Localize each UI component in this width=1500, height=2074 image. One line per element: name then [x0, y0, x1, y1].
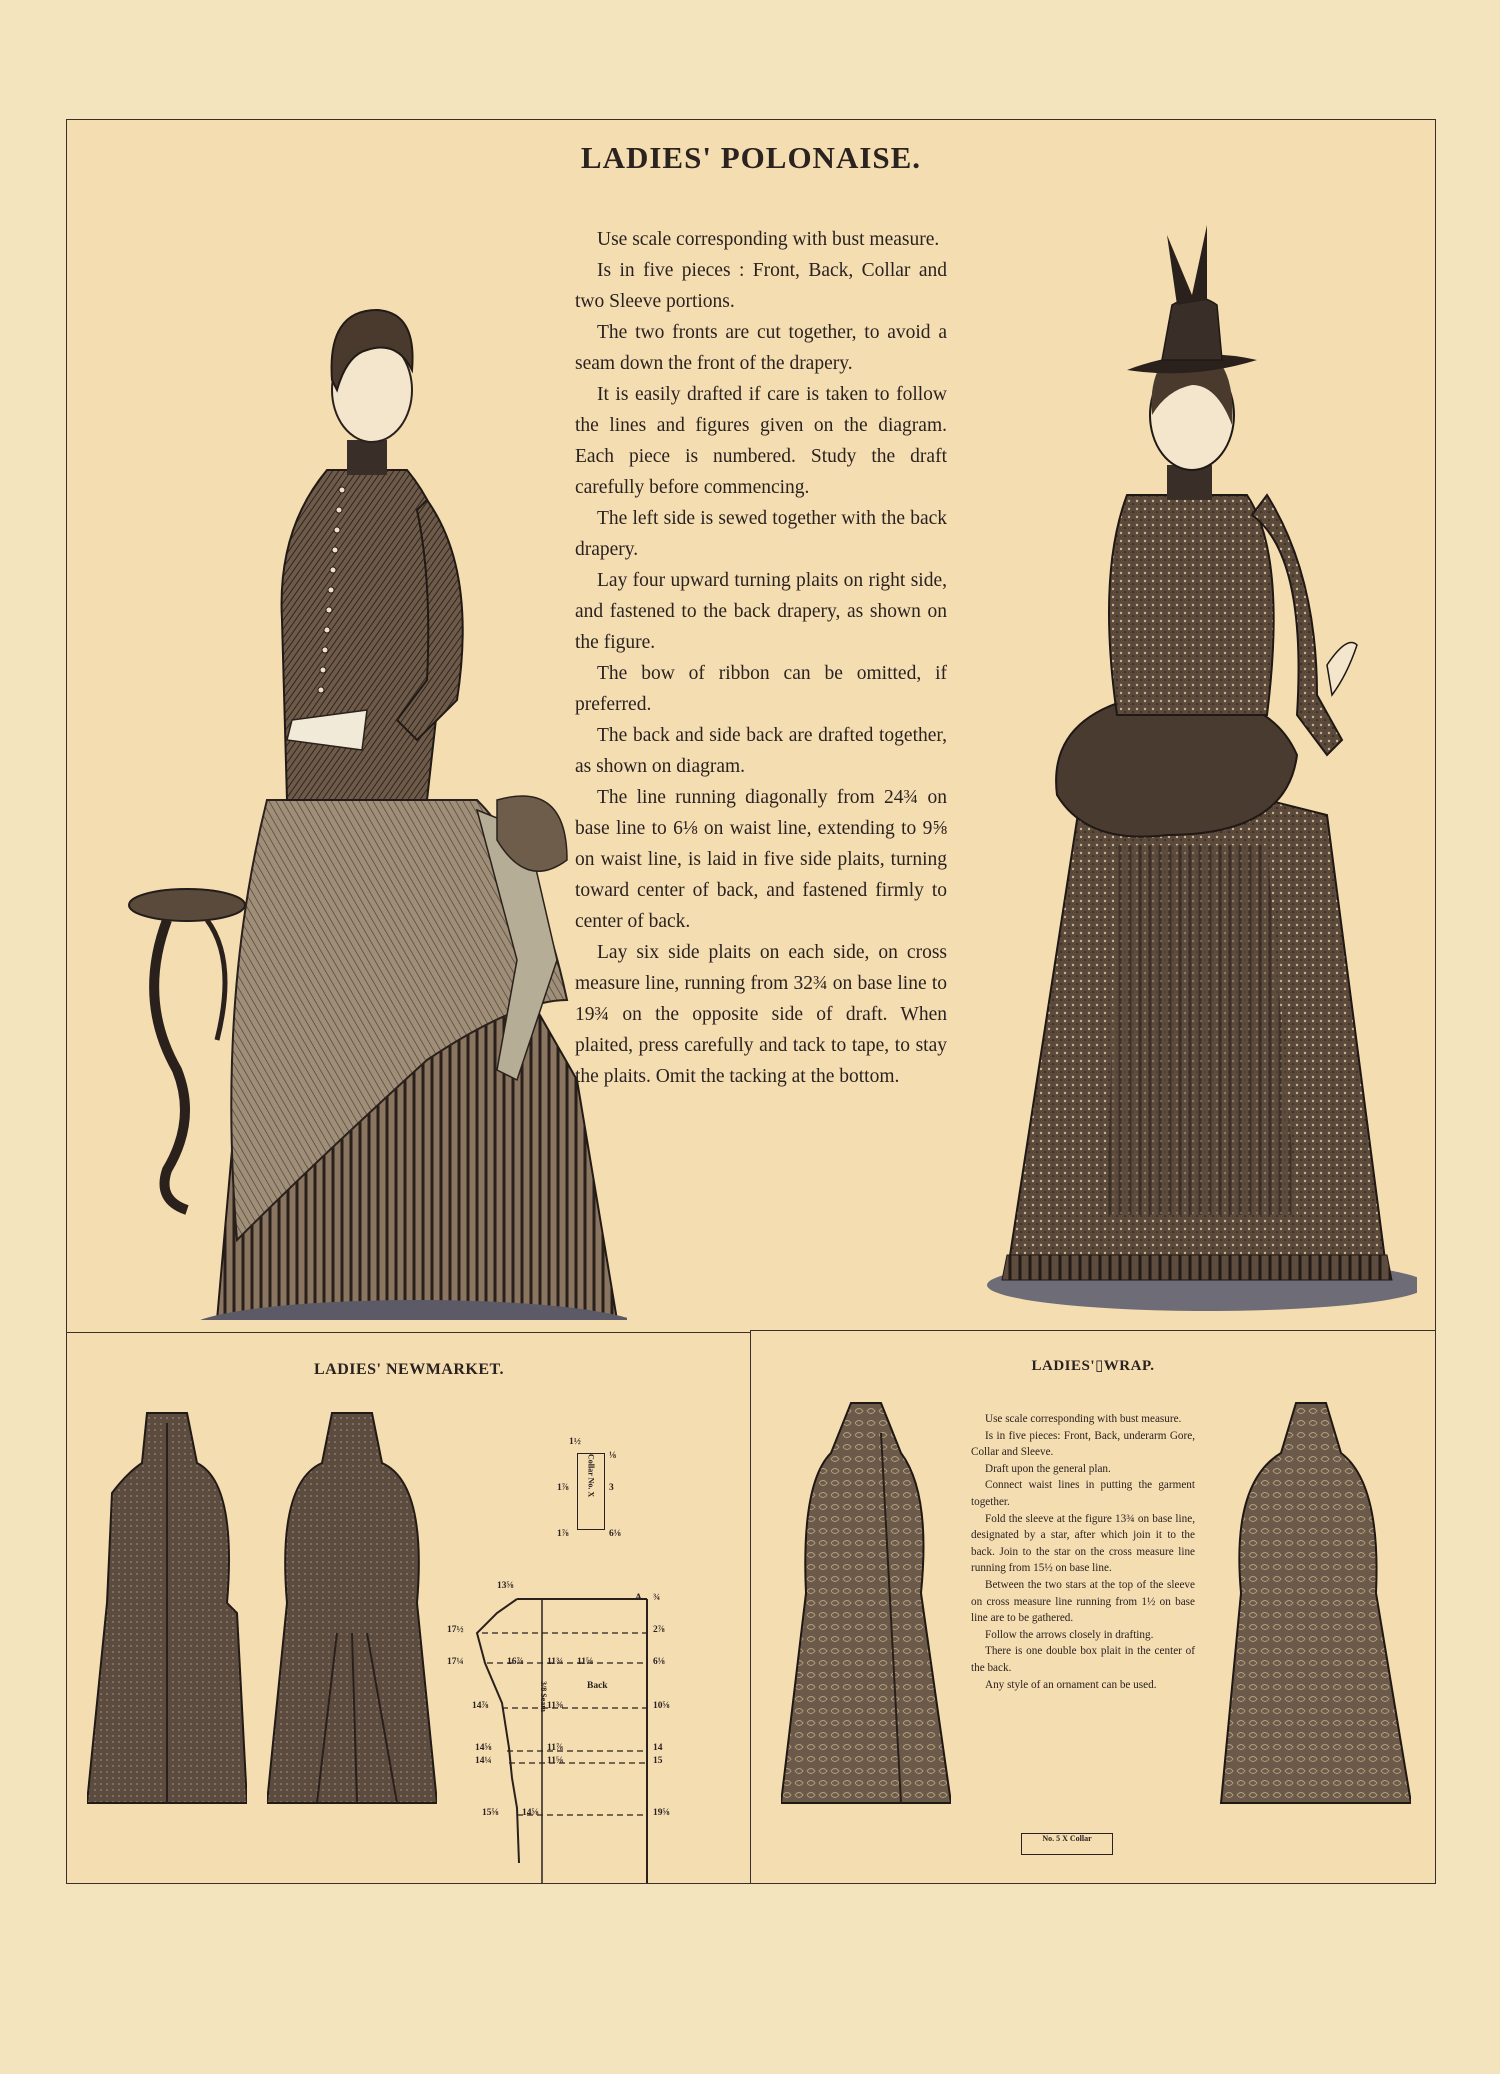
- collar-measure: ⅛: [609, 1451, 617, 1461]
- wrap-back-figure: [1211, 1393, 1411, 1813]
- paragraph: There is one double box plait in the center of the back.: [971, 1645, 1195, 1674]
- paragraph: The line running diagonally from 24¾ on base line to 6⅛ on waist line, extending to 9⅝ on waist line, is laid in five side plaits, turning toward center of back, and fastened firmly to center of back.: [575, 787, 947, 932]
- paragraph: Lay six side plaits on each side, on cross measure line, running from 32¾ on base line to 19¾ on the opposite side of draft. When plaited, press carefully and tack to tape, to stay the plaits. Omit the tacking at the bottom.: [575, 942, 947, 1087]
- paragraph: Is in five pieces : Front, Back, Collar and two Sleeve portions.: [575, 260, 947, 312]
- paragraph: Any style of an ornament can be used.: [985, 1678, 1157, 1691]
- draft-label: 6⅛: [653, 1657, 665, 1667]
- newmarket-title: LADIES' NEWMARKET.: [313, 1361, 505, 1378]
- draft-label: 17¼: [447, 1657, 464, 1667]
- newmarket-back-figure: [267, 1403, 437, 1823]
- paragraph: Between the two stars at the top of the sleeve on cross measure line running from 1½ on base line are to be gathered.: [971, 1578, 1195, 1625]
- paragraph: The left side is sewed together with the back drapery.: [575, 508, 947, 560]
- collar-measure: 1⅞: [557, 1483, 569, 1493]
- draft-label: 14⅝: [522, 1808, 539, 1818]
- draft-label: 19⅝: [653, 1808, 670, 1818]
- polonaise-front-figure: [97, 240, 627, 1320]
- collar-piece-label: Collar No. X: [586, 1454, 596, 1498]
- wrap-title: LADIES'▯WRAP.: [1031, 1358, 1155, 1374]
- paragraph: Use scale corresponding with bust measure.: [985, 1413, 1182, 1425]
- draft-seam-label: 3/8 Seam: [539, 1681, 548, 1712]
- collar-measure: 1½: [569, 1437, 581, 1447]
- paragraph: Fold the sleeve at the figure 13¾ on base line, designated by a star, after which join it to the back. Join to the star on the cross measure line running from 15½ on base line.: [971, 1512, 1195, 1575]
- newmarket-front-figure: [87, 1403, 247, 1823]
- polonaise-plate: [66, 119, 1436, 1334]
- draft-label: 11⅝: [577, 1657, 594, 1667]
- newmarket-collar-draft: [557, 1433, 637, 1543]
- paragraph: Draft upon the general plan.: [985, 1462, 1111, 1475]
- paragraph: Is in five pieces: Front, Back, underarm Gore, Collar and Sleeve.: [971, 1429, 1195, 1459]
- draft-label: 11¾: [547, 1657, 564, 1667]
- draft-label: 16⅞: [507, 1657, 524, 1667]
- draft-corner-label: A: [635, 1593, 642, 1603]
- paragraph: Use scale corresponding with bust measure.: [597, 229, 940, 250]
- draft-label: 11⅜: [547, 1701, 564, 1711]
- paragraph: The back and side back are drafted together, as shown on diagram.: [575, 725, 947, 777]
- draft-label: 11⅞: [547, 1743, 564, 1753]
- draft-label: 15: [653, 1756, 663, 1766]
- paragraph: It is easily drafted if care is taken to follow the lines and figures given on the diagram. Each piece is numbered. Study the draft carefully before commencing.: [575, 384, 947, 498]
- polonaise-instructions: [575, 224, 947, 1092]
- page-title: LADIES' POLONAISE.: [580, 140, 922, 175]
- wrap-front-figure: [781, 1393, 951, 1813]
- draft-piece-label: Back: [587, 1681, 608, 1691]
- draft-label: 11⅝: [547, 1756, 564, 1766]
- paragraph: The bow of ribbon can be omitted, if preferred.: [575, 663, 947, 715]
- paragraph: Follow the arrows closely in drafting.: [985, 1628, 1154, 1641]
- collar-measure: 3: [609, 1483, 614, 1493]
- draft-label: 10⅝: [653, 1701, 670, 1711]
- paragraph: Connect waist lines in putting the garment together.: [971, 1479, 1195, 1508]
- newmarket-back-draft: [447, 1583, 747, 1883]
- draft-label: 14⅞: [472, 1701, 489, 1711]
- collar-measure: 1⅞: [557, 1529, 569, 1539]
- collar-piece: [577, 1453, 605, 1530]
- draft-label: 17½: [447, 1625, 464, 1635]
- draft-label: 14¼: [475, 1756, 492, 1766]
- draft-label: ¾: [653, 1593, 661, 1603]
- wrap-instructions: [971, 1411, 1195, 1693]
- paragraph: Lay four upward turning plaits on right side, and fastened to the back drapery, as shown on the figure.: [575, 570, 947, 653]
- wrap-collar-draft: [1021, 1833, 1113, 1855]
- draft-label: 14⅝: [475, 1743, 492, 1753]
- polonaise-back-figure: [967, 195, 1417, 1335]
- draft-label: 14: [653, 1743, 663, 1753]
- newmarket-plate: [66, 1332, 752, 1884]
- paragraph: The two fronts are cut together, to avoid a seam down the front of the drapery.: [575, 322, 947, 374]
- draft-label: 2⅞: [653, 1625, 665, 1635]
- draft-label: 13⅝: [497, 1581, 514, 1591]
- draft-label: 15⅝: [482, 1808, 499, 1818]
- wrap-collar-label: No. 5 X Collar: [1042, 1834, 1092, 1843]
- wrap-plate: [750, 1330, 1436, 1884]
- collar-measure: 6⅛: [609, 1529, 621, 1539]
